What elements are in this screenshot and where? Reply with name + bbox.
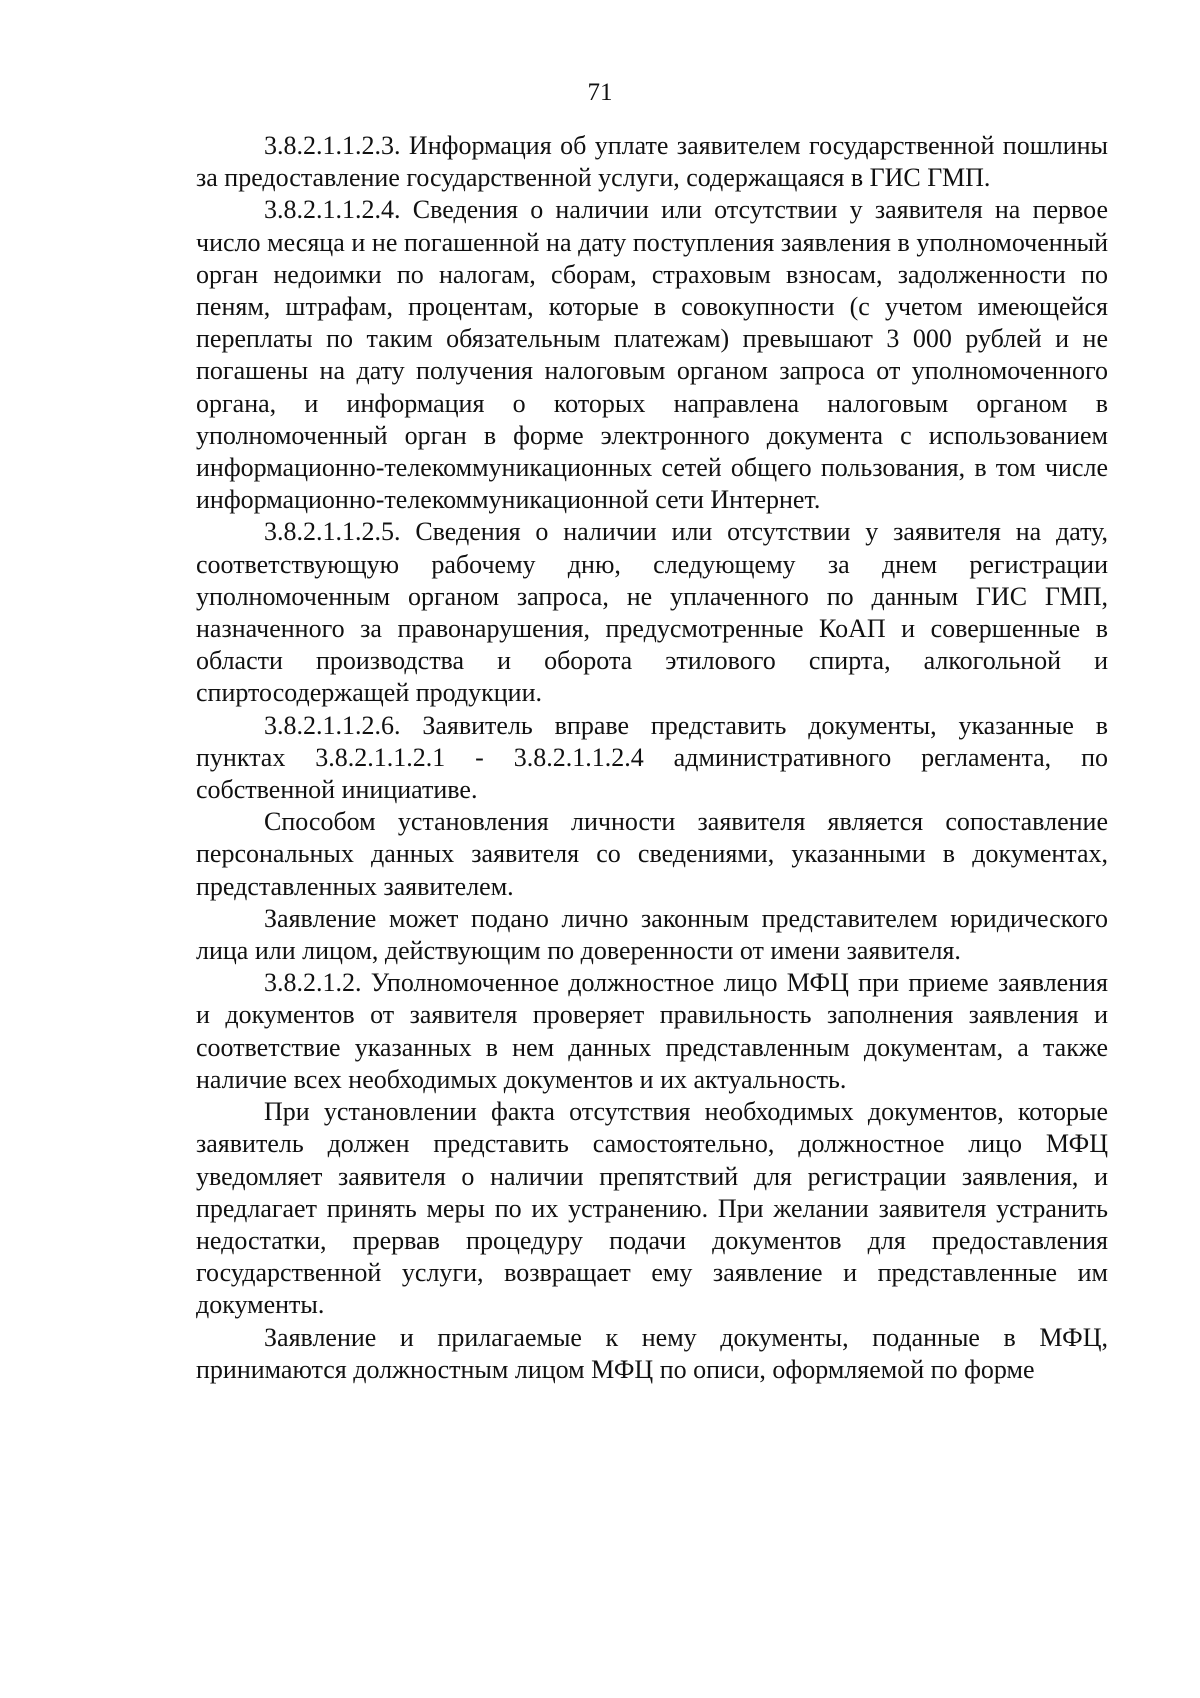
paragraph-3-8-2-1-2: 3.8.2.1.2. Уполномоченное должностное лицо МФЦ при приеме заявления и документов от заявителя проверяет правильность заполнения заявления и соответствие указанных в нем данных представленным документам, а также наличие всех необходимых документов и их актуальность. bbox=[196, 968, 1108, 1094]
paragraph-application-submission: Заявление может подано лично законным представителем юридического лица или лицом, действующим по доверенности от имени заявителя. bbox=[196, 903, 1108, 966]
paragraph-missing-documents: При установлении факта отсутствия необходимых документов, которые заявитель должен представить самостоятельно, должностное лицо МФЦ уведомляет заявителя о наличии препятствий для регистрации заявления, и предлагает принять меры по их устранению. При желании заявителя устранить недостатки, прервав процедуру подачи документов для предоставления государственной услуги, возвращает ему заявление и представленные им документы. bbox=[196, 1097, 1108, 1320]
paragraph-mfc-acceptance: Заявление и прилагаемые к нему документы, поданные в МФЦ, принимаются должностным лицом МФЦ по описи, оформляемой по форме bbox=[196, 1322, 1108, 1384]
paragraph-3-8-2-1-1-2-3: 3.8.2.1.1.2.3. Информация об уплате заявителем государственной пошлины за предоставление государственной услуги, содержащаяся в ГИС ГМП. bbox=[196, 131, 1108, 193]
paragraph-3-8-2-1-1-2-5: 3.8.2.1.1.2.5. Сведения о наличии или отсутствии у заявителя на дату, соответствующую рабочему дню, следующему за днем регистрации уполномоченным органом запроса, не уплаченного по данным ГИС ГМП, назначенного за правонарушения, предусмотренные КоАП и совершенные в области производства и оборота этилового спирта, алкогольной и спиртосодержащей продукции. bbox=[196, 517, 1108, 708]
page-number: 71 bbox=[587, 79, 613, 106]
paragraph-3-8-2-1-1-2-6: 3.8.2.1.1.2.6. Заявитель вправе представить документы, указанные в пунктах 3.8.2.1.1.2.1 - 3.8.2.1.1.2.4 административного регламента, по собственной инициативе. bbox=[196, 710, 1108, 805]
document-body bbox=[196, 130, 1108, 1386]
paragraph-3-8-2-1-1-2-4: 3.8.2.1.1.2.4. Сведения о наличии или отсутствии у заявителя на первое число месяца и не погашенной на дату поступления заявления в уполномоченный орган недоимки по налогам, сборам, страховым взносам, задолженности по пеням, штрафам, процентам, которые в совокупности (с учетом имеющейся переплаты по таким обязательным платежам) превышают 3 000 рублей и не погашены на дату получения налоговым органом запроса от уполномоченного органа, и информация о которых направлена налоговым органом в уполномоченный орган в форме электронного документа с использованием информационно-телекоммуникационных сетей общего пользования, в том числе информационно-телекоммуникационной сети Интернет. bbox=[196, 195, 1108, 515]
paragraph-identity-verification: Способом установления личности заявителя является сопоставление персональных данных заявителя со сведениями, указанными в документах, представленных заявителем. bbox=[196, 807, 1108, 901]
